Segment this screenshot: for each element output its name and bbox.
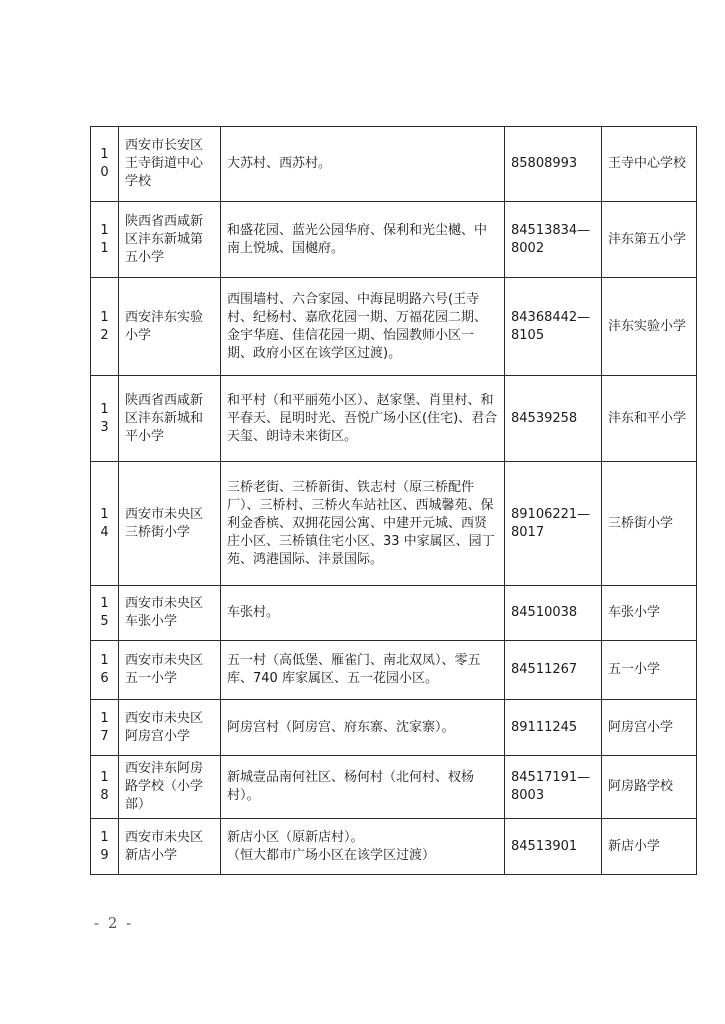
page-number: - 2 -: [94, 914, 134, 932]
row-number: 14: [91, 462, 119, 586]
table-row: [91, 376, 697, 462]
assigned-school: 沣东第五小学: [602, 202, 697, 278]
row-number: 16: [91, 641, 119, 700]
school-name: 西安市未央区阿房宫小学: [119, 700, 221, 756]
contact-phone: 84510038: [505, 586, 602, 641]
assigned-school: 车张小学: [602, 586, 697, 641]
enrollment-area: 大苏村、西苏村。: [221, 127, 505, 202]
assigned-school: 三桥街小学: [602, 462, 697, 586]
row-number: 12: [91, 278, 119, 376]
assigned-school: 沣东和平小学: [602, 376, 697, 462]
row-number: 11: [91, 202, 119, 278]
contact-phone: 84517191—8003: [505, 756, 602, 819]
assigned-school: 阿房宫小学: [602, 700, 697, 756]
table-row: [91, 586, 697, 641]
school-name: 西安市未央区车张小学: [119, 586, 221, 641]
contact-phone: 85808993: [505, 127, 602, 202]
assigned-school: 王寺中心学校: [602, 127, 697, 202]
school-name: 陕西省西咸新区沣东新城和平小学: [119, 376, 221, 462]
table-body: [91, 127, 697, 875]
school-name: 西安市未央区三桥街小学: [119, 462, 221, 586]
table-row: [91, 756, 697, 819]
enrollment-area: 三桥老街、三桥新街、铁志村（原三桥配件厂）、三桥村、三桥火车站社区、西城馨苑、保利金香槟、双拥花园公寓、中建开元城、西贤庄小区、三桥镇住宅小区、33 中家属区、园丁苑、鸿港国际、沣景国际。: [221, 462, 505, 586]
enrollment-area: 新城壹品南何社区、杨何村（北何村、杈杨村）。: [221, 756, 505, 819]
school-name: 西安市长安区王寺街道中心学校: [119, 127, 221, 202]
table-row: [91, 462, 697, 586]
enrollment-area: 西围墙村、六合家园、中海昆明路六号(王寺村、纪杨村、嘉欣花园一期、万福花园二期、金宇华庭、佳信花园一期、怡园教师小区一期、政府小区在该学区过渡)。: [221, 278, 505, 376]
assigned-school: 新店小学: [602, 819, 697, 875]
school-name: 西安沣东实验小学: [119, 278, 221, 376]
school-name: 西安市未央区五一小学: [119, 641, 221, 700]
row-number: 15: [91, 586, 119, 641]
row-number: 10: [91, 127, 119, 202]
row-number: 13: [91, 376, 119, 462]
school-name: 陕西省西咸新区沣东新城第五小学: [119, 202, 221, 278]
school-name: 西安沣东阿房路学校（小学部）: [119, 756, 221, 819]
table-row: [91, 127, 697, 202]
contact-phone: 84368442—8105: [505, 278, 602, 376]
enrollment-area: 和平村（和平丽苑小区）、赵家堡、肖里村、和平春天、昆明时光、吾悦广场小区(住宅)、君合天玺、朗诗未来街区。: [221, 376, 505, 462]
assigned-school: 五一小学: [602, 641, 697, 700]
enrollment-area: 和盛花园、蓝光公园华府、保利和光尘樾、中南上悦城、国樾府。: [221, 202, 505, 278]
contact-phone: 84511267: [505, 641, 602, 700]
row-number: 19: [91, 819, 119, 875]
table-row: [91, 700, 697, 756]
table-row: [91, 278, 697, 376]
row-number: 18: [91, 756, 119, 819]
enrollment-area: 车张村。: [221, 586, 505, 641]
enrollment-area: 阿房宫村（阿房宫、府东寨、沈家寨）。: [221, 700, 505, 756]
assigned-school: 阿房路学校: [602, 756, 697, 819]
contact-phone: 84513901: [505, 819, 602, 875]
enrollment-area: 五一村（高低堡、雁雀门、南北双凤）、零五库、740 库家属区、五一花园小区。: [221, 641, 505, 700]
contact-phone: 89111245: [505, 700, 602, 756]
contact-phone: 84513834—8002: [505, 202, 602, 278]
table-row: [91, 819, 697, 875]
contact-phone: 89106221—8017: [505, 462, 602, 586]
row-number: 17: [91, 700, 119, 756]
enrollment-area: 新店小区（原新店村）。 （恒大都市广场小区在该学区过渡）: [221, 819, 505, 875]
school-district-table: [90, 126, 697, 875]
table-row: [91, 641, 697, 700]
contact-phone: 84539258: [505, 376, 602, 462]
school-name: 西安市未央区新店小学: [119, 819, 221, 875]
assigned-school: 沣东实验小学: [602, 278, 697, 376]
table-row: [91, 202, 697, 278]
